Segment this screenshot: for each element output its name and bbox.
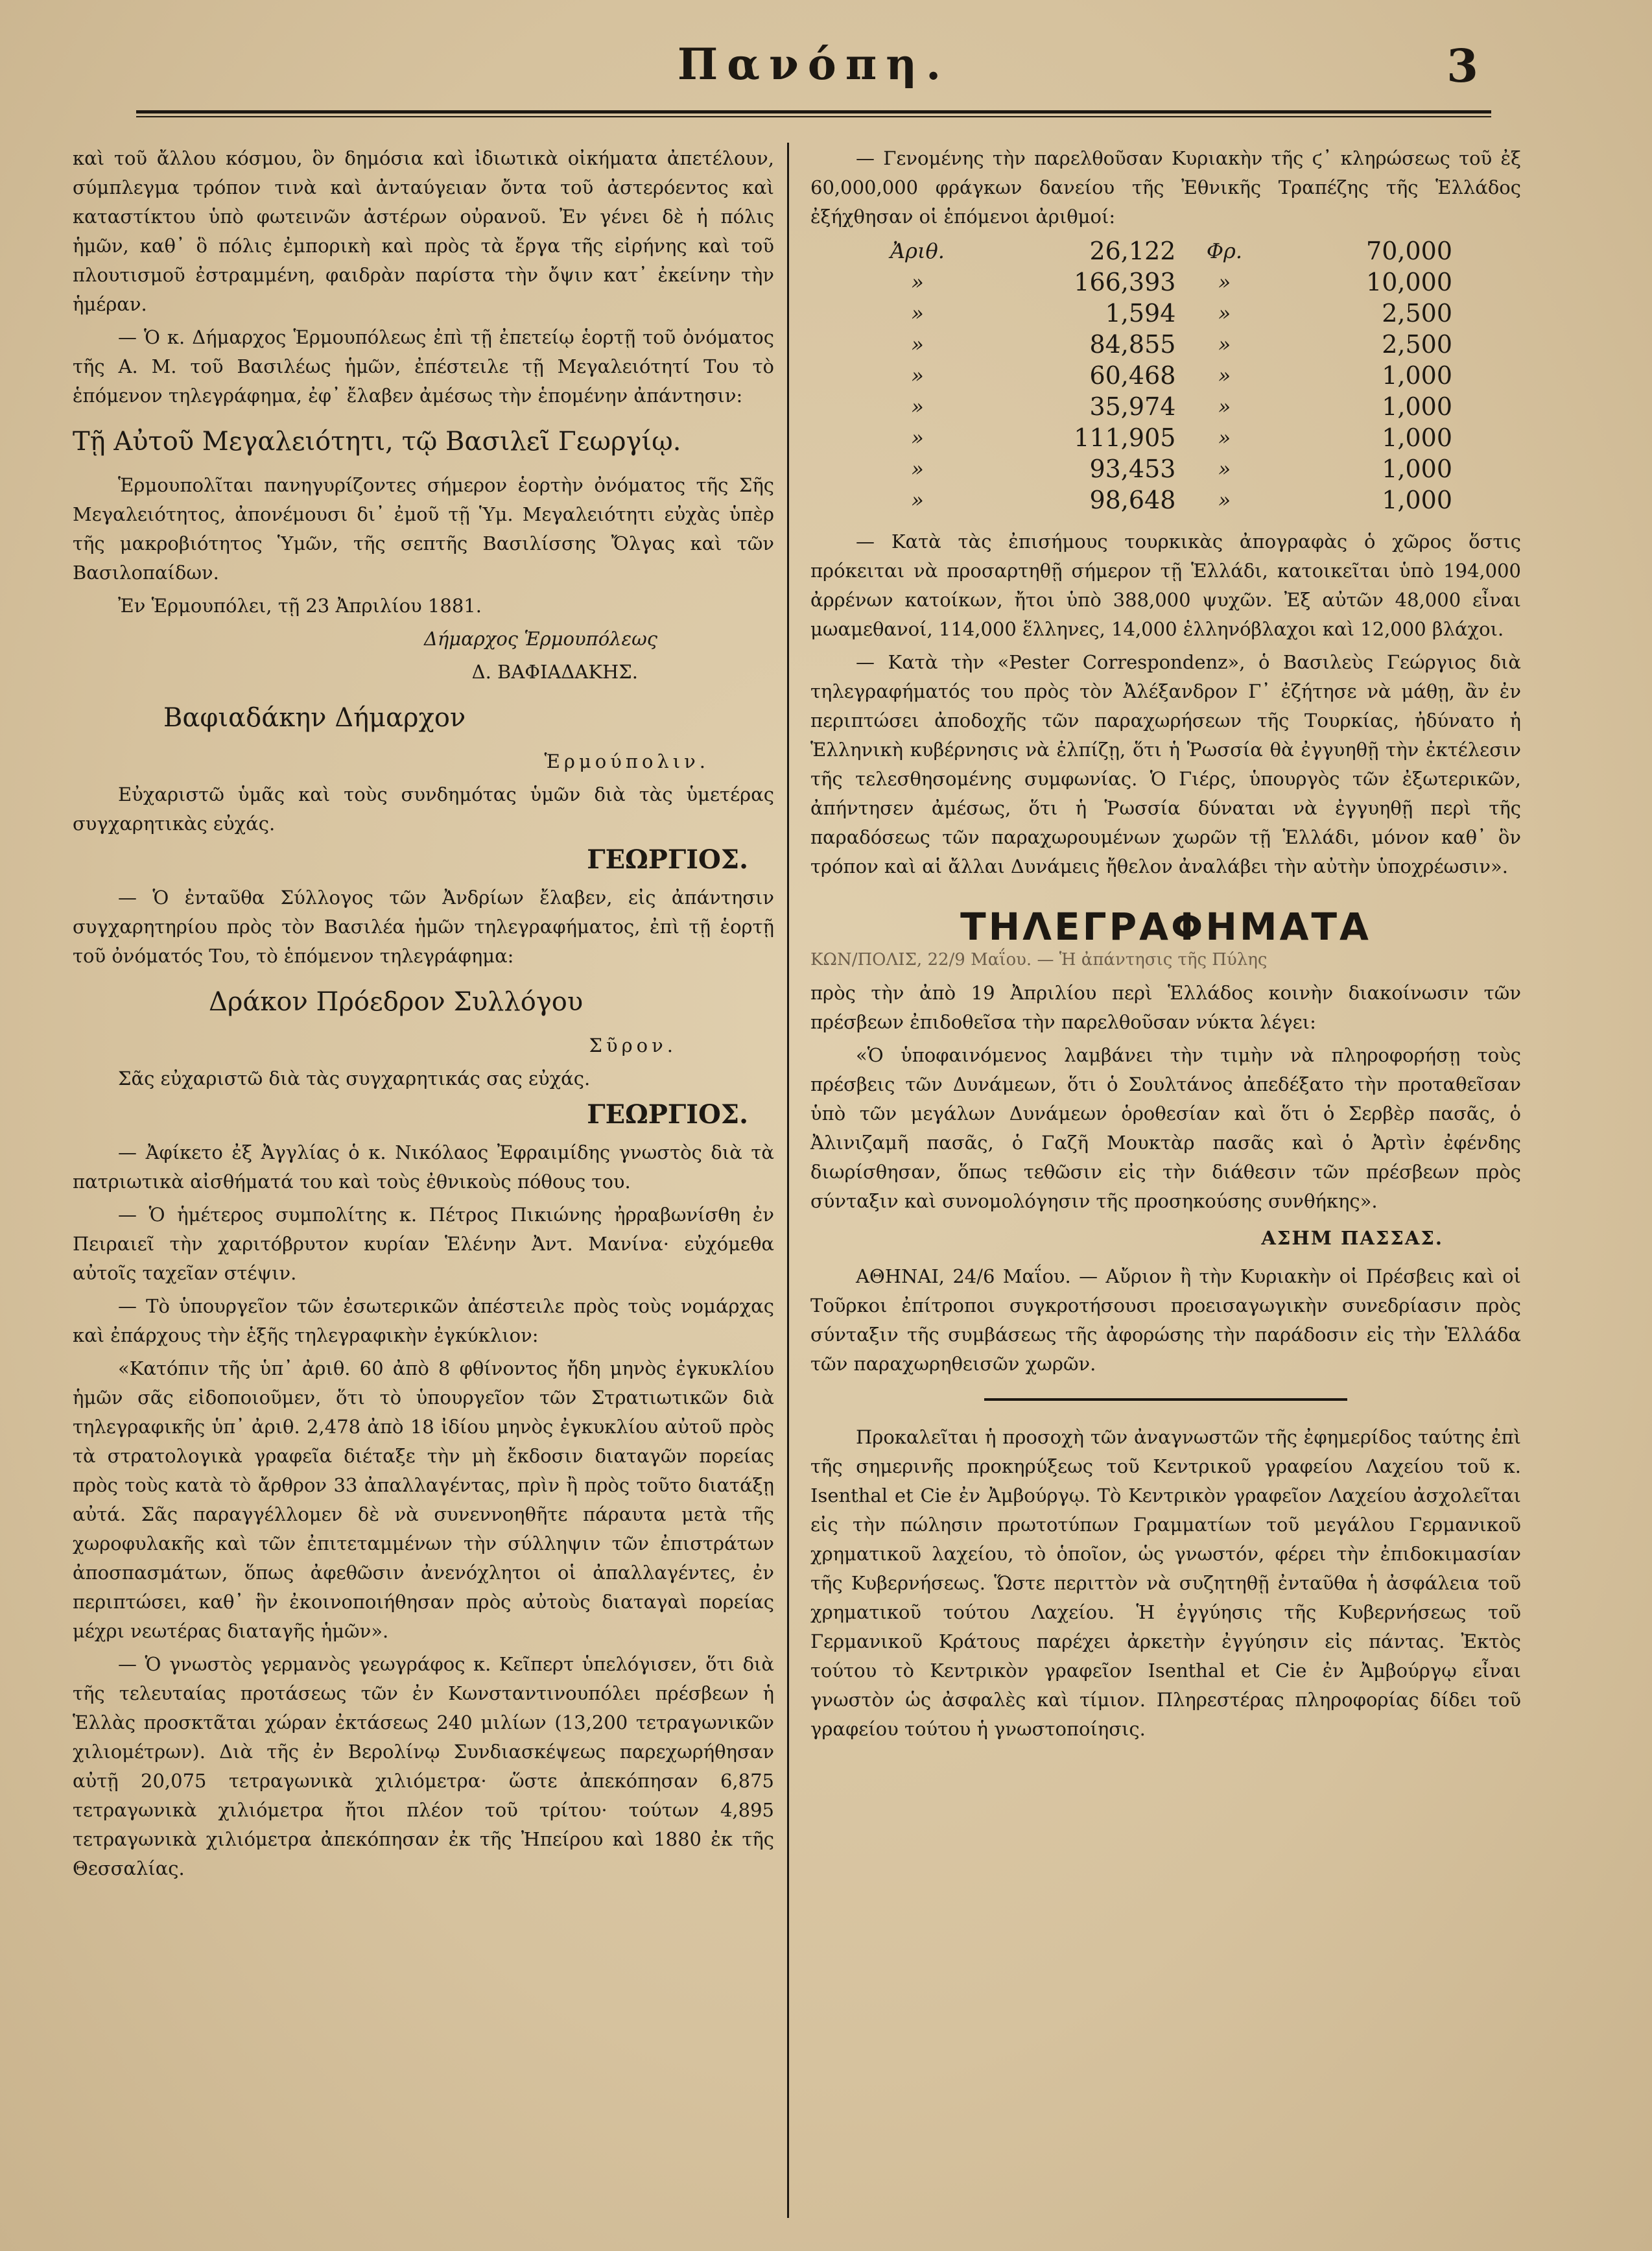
masthead-rule xyxy=(136,110,1491,117)
lottery-row xyxy=(875,298,1459,329)
dateline: ΚΩΝ/ΠΟΛΙΣ, 22/9 Μαΐου. — Ἡ ἀπάντησις τῆς Πύλης xyxy=(810,950,1268,970)
lottery-amount-label: » xyxy=(1218,332,1231,357)
masthead xyxy=(136,39,1491,110)
telegram-place: Σῦρον. xyxy=(589,1034,677,1056)
article-paragraph: — Ὁ ἡμέτερος συμπολίτης κ. Πέτρος Πικιώνης ἠρραβωνίσθη ἐν Πειραιεῖ τὴν χαριτόβρυτον κυρίαν Ἑλένην Ἀντ. Μανίνα· εὐχόμεθα αὐτοῖς ταχεῖαν στέψιν. xyxy=(73,1204,774,1284)
lottery-amount-label: » xyxy=(1218,270,1231,294)
article-paragraph: — Κατὰ τὴν «Pester Correspondenz», ὁ Βασιλεὺς Γεώργιος διὰ τηλεγραφήματός του πρὸς τὸν Ἀλέξανδρον Γ᾽ ἐζήτησε νὰ μάθῃ, ἂν ἐν περιπτώσει ἀποδοχῆς τῶν παραχωρήσεων τῆς Τουρκίας, ἠδύνατο ἡ Ἑλληνικὴ κυβέρνησις νὰ ἐλπίζῃ, ὅτι ἡ Ῥωσσία θὰ ἐγγυηθῇ τὴν ἐκτέλεσιν τῆς τελεσθησομένης συμφωνίας. Ὁ Γιέρς, ὑπουργὸς τῶν ἐξωτερικῶν, ἀπήντησεν ἀμέσως, ὅτι ἡ Ῥωσσία δύναται νὰ ἐγγυηθῇ περὶ τῆς παραδόσεως τῶν παραχωρουμένων χωρῶν τῇ Ἑλλάδι, μόνον καθ᾽ ὃν τρόπον καὶ αἱ ἄλλαι Δυνάμεις ἤθελον ἀναλάβει τὴν αὐτὴν ὑποχρέωσιν». xyxy=(810,651,1521,877)
left-column xyxy=(73,144,774,1887)
lottery-amount-label: » xyxy=(1218,457,1231,481)
advertisement-text: Προκαλεῖται ἡ προσοχὴ τῶν ἀναγνωστῶν τῆς ἐφημερίδος ταύτης ἐπὶ τῆς σημερινῆς προκηρύξεως τοῦ Κεντρικοῦ γραφείου Λαχείου τοῦ κ. Isenthal et Cie ἐν Ἀμβούργῳ. Τὸ Κεντρικὸν γραφεῖον Λαχείου ἀσχολεῖται εἰς τὴν πώλησιν πρωτοτύπων Γραμματίων τοῦ μεγάλου Γερμανικοῦ χρηματικοῦ λαχείου, τὸ ὁποῖον, ὡς γνωστόν, φέρει τὴν ἐπιδοκιμασίαν τῆς Κυβερνήσεως. Ὥστε περιττὸν νὰ συζητηθῇ ἐνταῦθα ἡ ἀσφάλεια τοῦ χρηματικοῦ τούτου Λαχείου. Ἡ ἐγγύησις τῆς Κυβερνήσεως τοῦ Γερμανικοῦ Κράτους παρέχει ἀρκετὴν ἐγγύησιν εἰς πάντας. Ἐκτὸς τούτου τὸ Κεντρικὸν γραφεῖον Isenthal et Cie ἐν Ἀμβούργῳ εἶναι γνωστὸν ὡς ἀσφαλὲς καὶ τίμιον. Πληρεστέρας πληροφορίας δίδει τοῦ γραφείου τούτου ἡ γνωστοποίησις. xyxy=(810,1426,1521,1740)
article-paragraph: — Ὁ ἐνταῦθα Σύλλογος τῶν Ἀνδρίων ἔλαβεν, εἰς ἀπάντησιν συγχαρητηρίου πρὸς τὸν Βασιλέα ἡμῶν τηλεγραφήματος, ἐπὶ τῇ ἑορτῇ τοῦ ὀνόματός Του, τὸ ἑπόμενον τηλεγράφημα: xyxy=(73,887,774,967)
lottery-number: 166,393 xyxy=(1074,268,1176,296)
telegram-address: Δράκον Πρόεδρον Συλλόγου xyxy=(209,987,584,1017)
lottery-row xyxy=(875,484,1459,516)
lottery-number: 93,453 xyxy=(1089,455,1176,483)
telegram-text: Ἑρμουπολῖται πανηγυρίζοντες σήμερον ἑορτὴν ὀνόματος τῆς Σῆς Μεγαλειότητος, ἀπονέμουσι δι᾽ ἐμοῦ τῇ Ὑμ. Μεγαλειότητι εὐχὰς ὑπὲρ τῆς μακροβιότητος Ὑμῶν, τῆς σεπτῆς Βασιλίσσης Ὄλγας καὶ τῶν Βασιλοπαίδων. xyxy=(73,474,774,584)
lottery-number-label: » xyxy=(911,363,924,388)
article-paragraph: — Γενομένης τὴν παρελθοῦσαν Κυριακὴν τῆς ϛ᾽ κληρώσεως τοῦ ἐξ 60,000,000 φράγκων δανείου τῆς Ἐθνικῆς Τραπέζης τῆς Ἑλλάδος ἐξήχθησαν οἱ ἑπόμενοι ἀριθμοί: xyxy=(810,147,1521,228)
lottery-number: 26,122 xyxy=(1089,237,1176,265)
lottery-number-label: » xyxy=(911,394,924,419)
signature-name: ΓΕΩΡΓΙΟΣ. xyxy=(587,1099,748,1130)
lottery-number: 111,905 xyxy=(1074,423,1176,452)
lottery-number-label: Ἀριθ. xyxy=(890,239,945,263)
lottery-number-label: » xyxy=(911,270,924,294)
lottery-number-label: » xyxy=(911,332,924,357)
lottery-row xyxy=(875,267,1459,298)
lottery-amount: 1,000 xyxy=(1382,392,1452,421)
lottery-number: 84,855 xyxy=(1089,330,1176,359)
lottery-row xyxy=(875,453,1459,484)
section-headline: ΤΗΛΕΓΡΑΦΗΜΑΤΑ xyxy=(960,905,1371,949)
lottery-row xyxy=(875,360,1459,391)
lottery-amount-label: » xyxy=(1218,425,1231,450)
lottery-number: 60,468 xyxy=(1089,361,1176,390)
circular-text: «Κατόπιν τῆς ὑπ᾽ ἀριθ. 60 ἀπὸ 8 φθίνοντος ἤδη μηνὸς ἐγκυκλίου ἡμῶν σᾶς εἰδοποιοῦμεν, ὅτι τὸ ὑπουργεῖον τῶν Στρατιωτικῶν διὰ τηλεγραφικῆς ὑπ᾽ ἀριθ. 2,478 ἀπὸ 18 ἰδίου μηνὸς ἐγκυκλίου αὐτοῦ πρὸς τὰ στρατολογικὰ γραφεῖα διέταξε τὴν μὴ ἔκδοσιν διαταγῶν πορείας πρὸς τοὺς κατὰ τὸ ἄρθρον 33 ἀπαλλαγέντας, πρὶν ἢ πρὸς τοῦτο διατάξῃ αὐτά. Σᾶς παραγγέλλομεν δὲ νὰ συνεννοηθῆτε πάραυτα μετὰ τῆς χωροφυλακῆς καὶ τῶν ἐπιτεταμμένων τὴν σύλληψιν τῶν ἐπιστράτων ἀποσπασμάτων, ὅπως ἀφεθῶσιν ἀνενόχλητοι οἱ ἀπαλλαγέντες, ἐν περιπτώσει, καθ᾽ ἣν ἐκοινοποιήθησαν πρὸς αὐτοὺς διαταγαὶ πορείας μέχρι νεωτέρας διαταγῆς ἡμῶν». xyxy=(73,1357,774,1642)
article-paragraph: πρὸς τὴν ἀπὸ 19 Ἀπριλίου περὶ Ἑλλάδος κοινὴν διακοίνωσιν τῶν πρέσβεων ἐπιδοθεῖσα τὴν παρελθοῦσαν νύκτα λέγει: xyxy=(810,982,1521,1033)
lottery-row xyxy=(875,329,1459,360)
telegram-date: Ἐν Ἑρμουπόλει, τῇ 23 Ἀπριλίου 1881. xyxy=(118,595,482,617)
article-paragraph: — Ἀφίκετο ἐξ Ἀγγλίας ὁ κ. Νικόλαος Ἐφραιμίδης γνωστὸς διὰ τὰ πατριωτικὰ αἰσθήματά του καὶ τοὺς ἐθνικοὺς πόθους του. xyxy=(73,1141,774,1193)
article-paragraph: — Τὸ ὑπουργεῖον τῶν ἐσωτερικῶν ἀπέστειλε πρὸς τοὺς νομάρχας καὶ ἐπάρχους τὴν ἑξῆς τηλεγραφικὴν ἐγκύκλιον: xyxy=(73,1295,774,1346)
quoted-note: «Ὁ ὑποφαινόμενος λαμβάνει τὴν τιμὴν νὰ πληροφορήσῃ τοὺς πρέσβεις τῶν Δυνάμεων, ὅτι ὁ Σουλτάνος ἀπεδέξατο τὴν προταθεῖσαν ὑπὸ τῶν μεγάλων Δυνάμεων ὁροθεσίαν καὶ ὅτι ὁ Σερβὲρ πασᾶς, ὁ Ἀλινιζαμῆ πασᾶς, ὁ Γαζῆ Μουκτὰρ πασᾶς καὶ ὁ Ἀρτὶν ἐφένδης διωρίσθησαν, ὅπως τεθῶσιν εἰς τὴν διάθεσιν τῶν πρέσβεων πρὸς σύνταξιν καὶ συνομολόγησιν τῆς προσηκούσης συνθήκης». xyxy=(810,1044,1521,1212)
lottery-amount-label: » xyxy=(1218,301,1231,326)
column-divider xyxy=(787,143,789,2218)
lottery-amount: 10,000 xyxy=(1366,268,1452,296)
signature-title: Δήμαρχος Ἑρμουπόλεως xyxy=(423,628,657,650)
telegram-address: Βαφιαδάκην Δήμαρχον xyxy=(163,703,466,733)
lottery-amount-label: Φρ. xyxy=(1206,239,1243,263)
telegram-text: Σᾶς εὐχαριστῶ διὰ τὰς συγχαρητικάς σας εὐχάς. xyxy=(118,1067,591,1090)
signature-name: ΓΕΩΡΓΙΟΣ. xyxy=(587,844,748,875)
telegram-address: Τῇ Αὐτοῦ Μεγαλειότητι, τῷ Βασιλεῖ Γεωργίῳ. xyxy=(73,427,681,457)
article-paragraph: — Κατὰ τὰς ἐπισήμους τουρκικὰς ἀπογραφὰς ὁ χῶρος ὅστις πρόκειται νὰ προσαρτηθῇ σήμερον τῇ Ἑλλάδι, κατοικεῖται ὑπὸ 194,000 ἀρρένων κατοίκων, ἤτοι ὑπὸ 388,000 ψυχῶν. Ἐξ αὐτῶν 48,000 εἶναι μωαμεθανοί, 114,000 ἕλληνες, 14,000 ἑλληνόβλαχοι καὶ 12,000 βλάχοι. xyxy=(810,530,1521,640)
lottery-results-table xyxy=(875,235,1459,516)
telegram-place: Ἑρμούπολιν. xyxy=(544,750,709,772)
lottery-number: 35,974 xyxy=(1089,392,1176,421)
lottery-amount: 1,000 xyxy=(1382,486,1452,514)
lottery-amount: 1,000 xyxy=(1382,361,1452,390)
lottery-row xyxy=(875,391,1459,422)
lottery-amount: 70,000 xyxy=(1366,237,1452,265)
lottery-amount: 1,000 xyxy=(1382,423,1452,452)
section-separator xyxy=(984,1398,1347,1401)
article-paragraph: καὶ τοῦ ἄλλου κόσμου, ὃν δημόσια καὶ ἰδιωτικὰ οἰκήματα ἀπετέλουν, σύμπλεγμα τρόπον τινὰ καὶ ἀνταύγειαν ὄντα τοῦ ἀστερόεντος καὶ καταστίκτου ὑπὸ φωτεινῶν ἀστέρων οὐρανοῦ. Ἐν γένει δὲ ἡ πόλις ἡμῶν, καθ᾽ ὃ πόλις ἐμπορικὴ καὶ πρὸς τὰ ἔργα τῆς εἰρήνης καὶ τοῦ πλουτισμοῦ ἐστραμμένη, φαιδρὰν παρίστα τὴν ὄψιν κατ᾽ ἐκείνην τὴν ἡμέραν. xyxy=(73,147,774,315)
lottery-number-label: » xyxy=(911,425,924,450)
lottery-amount: 1,000 xyxy=(1382,455,1452,483)
article-paragraph: — Ὁ κ. Δήμαρχος Ἑρμουπόλεως ἐπὶ τῇ ἐπετείῳ ἑορτῇ τοῦ ὀνόματος τῆς Α. Μ. τοῦ Βασιλέως ἡμῶν, ἐπέστειλε τῇ Μεγαλειότητί Του τὸ ἑπόμενον τηλεγράφημα, ἐφ᾽ ἔλαβεν ἀμέσως τὴν ἑπομένην ἀπάντησιν: xyxy=(73,326,774,407)
lottery-amount-label: » xyxy=(1218,363,1231,388)
page-number: 3 xyxy=(1446,39,1478,93)
lottery-number: 1,594 xyxy=(1105,299,1176,328)
signature-name: Δ. ΒΑΦΙΑΔΑΚΗΣ. xyxy=(471,661,638,683)
newspaper-title: Πανόπη. xyxy=(677,39,950,89)
lottery-number-label: » xyxy=(911,457,924,481)
lottery-amount: 2,500 xyxy=(1382,330,1452,359)
lottery-number-label: » xyxy=(911,301,924,326)
telegram-text: Εὐχαριστῶ ὑμᾶς καὶ τοὺς συνδημότας ὑμῶν διὰ τὰς ὑμετέρας συγχαρητικὰς εὐχάς. xyxy=(73,783,774,835)
lottery-row xyxy=(875,235,1459,267)
lottery-amount: 2,500 xyxy=(1382,299,1452,328)
article-paragraph: — Ὁ γνωστὸς γερμανὸς γεωγράφος κ. Κεῖπερτ ὑπελόγισεν, ὅτι διὰ τῆς τελευταίας προτάσεως τῶν ἐν Κωνσταντινουπόλει πρέσβεων ἡ Ἑλλὰς προσκτᾶται χώραν ἐκτάσεως 240 μιλίων (13,200 τετραγωνικῶν χιλιομέτρων). Διὰ τῆς ἐν Βερολίνῳ Συνδιασκέψεως παρεχωρήθησαν αὐτῇ 20,075 τετραγωνικὰ χιλιόμετρα· ὥστε ἀπεκόπησαν 6,875 τετραγωνικὰ χιλιόμετρα ἤτοι πλέον τοῦ τρίτου· τούτων 4,895 τετραγωνικὰ χιλιόμετρα ἀπεκόπησαν ἐκ τῆς Ἠπείρου καὶ 1880 ἐκ τῆς Θεσσαλίας. xyxy=(73,1653,774,1879)
lottery-number: 98,648 xyxy=(1089,486,1176,514)
signature-name: ΑΣΗΜ ΠΑΣΣΑΣ. xyxy=(1261,1227,1443,1249)
lottery-amount-label: » xyxy=(1218,394,1231,419)
article-paragraph: ΑΘΗΝΑΙ, 24/6 Μαΐου. — Αὔριον ἢ τὴν Κυριακὴν οἱ Πρέσβεις καὶ οἱ Τοῦρκοι ἐπίτροποι συγκροτήσουσι προεισαγωγικὴν συνεδρίασιν πρὸς σύνταξιν τῆς συμβάσεως τῆς ἀφορώσης τὴν παράδοσιν εἰς τὴν Ἑλλάδα τῶν παραχωρηθεισῶν χωρῶν. xyxy=(810,1265,1521,1375)
lottery-row xyxy=(875,422,1459,453)
right-column xyxy=(810,144,1521,1748)
lottery-amount-label: » xyxy=(1218,488,1231,512)
lottery-number-label: » xyxy=(911,488,924,512)
